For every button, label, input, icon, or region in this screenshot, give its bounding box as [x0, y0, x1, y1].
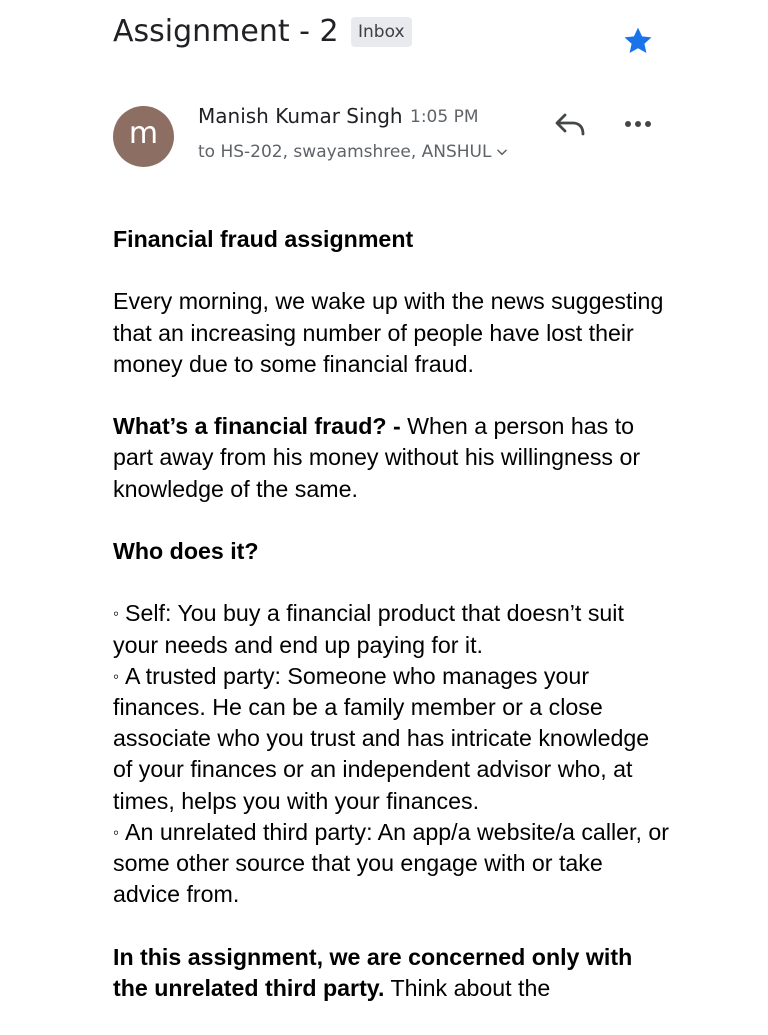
bullet-text: Self: You buy a financial product that doesn’t suit your needs and end up paying for it. — [113, 600, 624, 658]
closing-bold: In this assignment, we are concerned only with the unrelated third party. — [113, 943, 633, 1001]
reply-icon[interactable] — [553, 110, 589, 140]
email-subject: Assignment - 2 — [113, 14, 339, 49]
recipients-text: to HS-202, swayamshree, ANSHUL — [198, 142, 492, 162]
inbox-label-badge[interactable]: Inbox — [351, 17, 412, 47]
subject-row — [113, 10, 673, 60]
sender-header — [113, 100, 673, 175]
send-time: 1:05 PM — [410, 107, 479, 127]
list-item — [113, 598, 673, 660]
chevron-down-icon — [495, 145, 509, 159]
email-body — [113, 224, 673, 1035]
recipients-toggle[interactable] — [198, 141, 509, 163]
more-options-icon[interactable] — [621, 112, 655, 136]
intro-paragraph: Every morning, we wake up with the news suggesting that an increasing number of people have lost their money due to some financial fraud. — [113, 288, 664, 377]
bullet-marker: ◦ — [113, 604, 120, 624]
bullet-text: A trusted party: Someone who manages your finances. He can be a family member or a close associate who you trust and has intricate knowledge of your finances or an independent advisor who, at times, helps you with your finances. — [113, 662, 650, 814]
definition-text: When a person has to part away from his money without his willingness or knowledge of the same. — [113, 413, 641, 502]
closing-paragraph — [113, 942, 673, 1004]
closing-text: Think about the — [384, 974, 551, 1001]
bullet-text: An unrelated third party: An app/a website/a caller, or some other source that you engage with or take advice from. — [113, 818, 669, 908]
bullet-marker: ◦ — [113, 822, 120, 842]
avatar[interactable]: m — [113, 106, 174, 167]
star-icon[interactable] — [621, 24, 655, 58]
bullet-list — [113, 598, 673, 910]
who-heading: Who does it? — [113, 537, 259, 564]
body-heading: Financial fraud assignment — [113, 226, 414, 252]
definition-label: What’s a financial fraud? - — [113, 413, 401, 440]
bullet-marker: ◦ — [113, 666, 120, 686]
list-item — [113, 817, 673, 911]
list-item — [113, 661, 673, 817]
definition-paragraph — [113, 411, 673, 505]
sender-name[interactable]: Manish Kumar Singh — [198, 104, 403, 128]
